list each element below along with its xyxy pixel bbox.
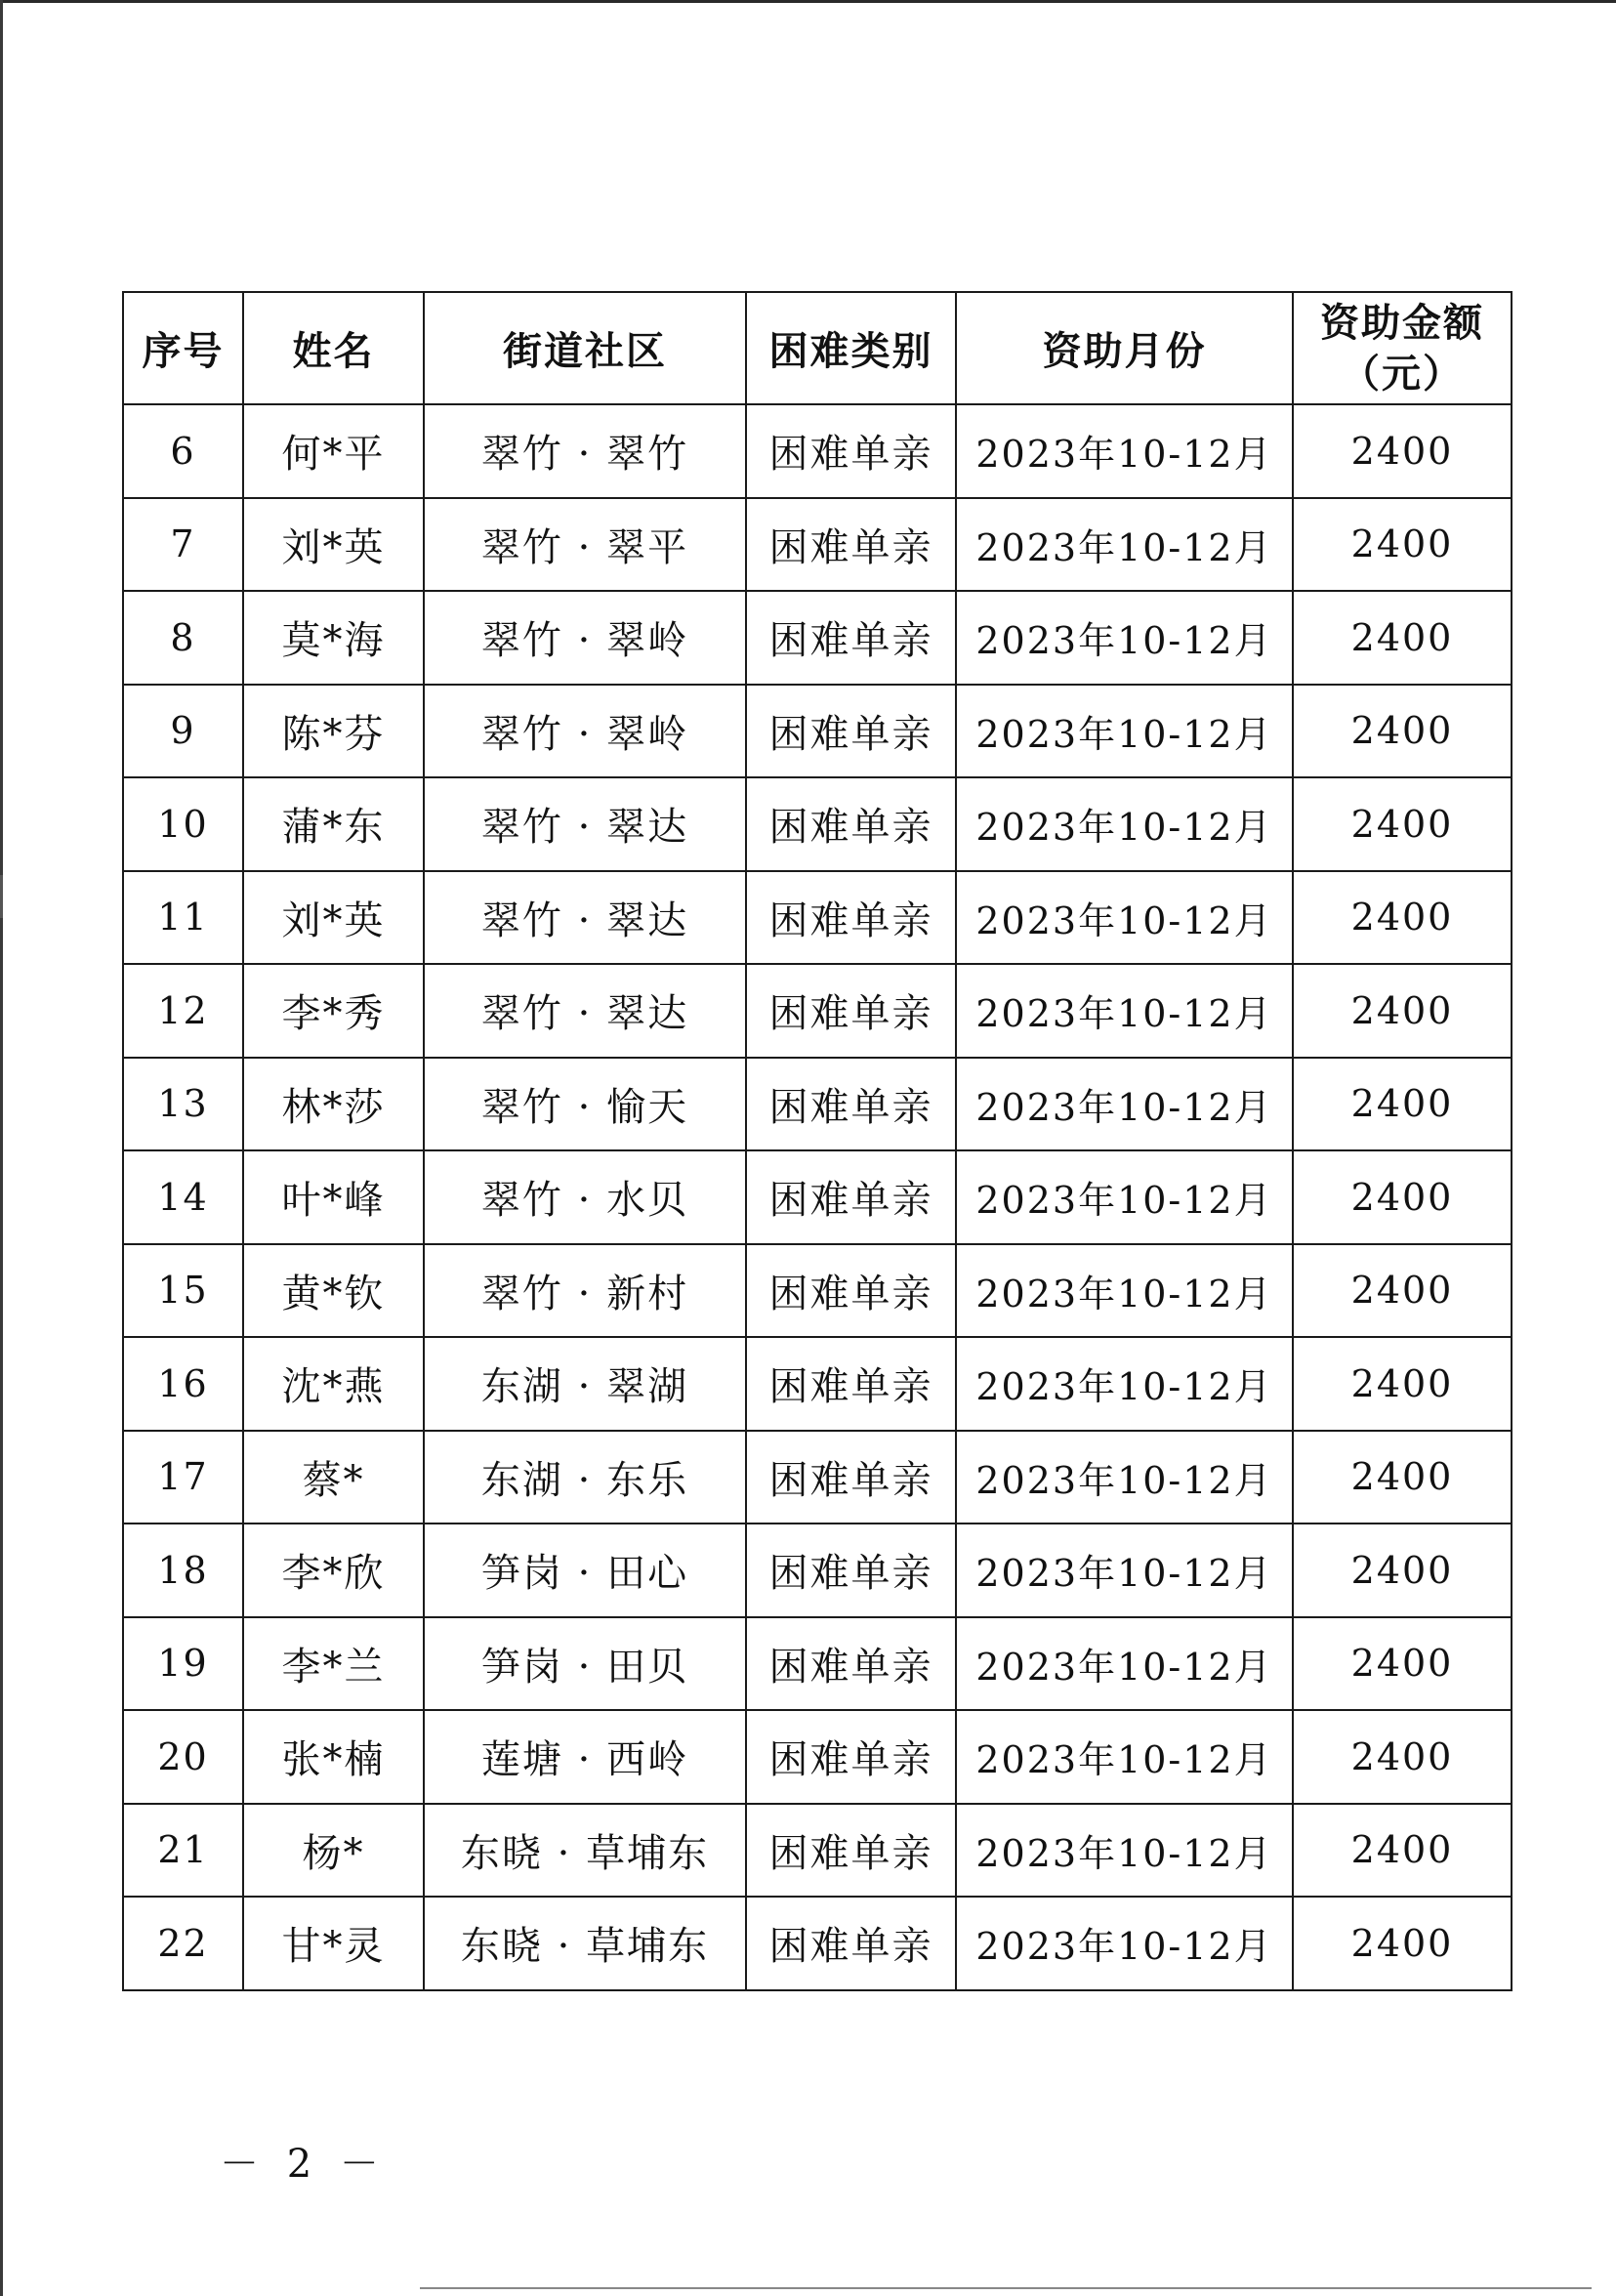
cell-category: 困难单亲: [746, 1617, 956, 1711]
cell-month: 2023年10-12月: [956, 871, 1293, 965]
cell-community: 东湖 · 东乐: [424, 1431, 746, 1524]
scan-mark: [0, 875, 3, 918]
cell-amount: 2400: [1293, 591, 1512, 685]
cell-serial: 6: [123, 404, 243, 498]
cell-community: 翠竹 · 翠达: [424, 871, 746, 965]
subsidy-table-container: [122, 291, 1511, 1991]
cell-community: 翠竹 · 翠达: [424, 964, 746, 1058]
table-row: [123, 1337, 1512, 1431]
header-name: 姓名: [243, 292, 424, 404]
cell-month: 2023年10-12月: [956, 964, 1293, 1058]
cell-community: 翠竹 · 翠岭: [424, 685, 746, 778]
cell-community: 翠竹 · 翠竹: [424, 404, 746, 498]
cell-serial: 12: [123, 964, 243, 1058]
cell-serial: 8: [123, 591, 243, 685]
cell-serial: 21: [123, 1804, 243, 1898]
cell-name: 张*楠: [243, 1710, 424, 1804]
cell-amount: 2400: [1293, 871, 1512, 965]
cell-name: 蒲*东: [243, 777, 424, 871]
cell-month: 2023年10-12月: [956, 1058, 1293, 1151]
cell-community: 翠竹 · 翠达: [424, 777, 746, 871]
cell-name: 叶*峰: [243, 1150, 424, 1244]
page-edge-top: [0, 0, 1616, 3]
table-header-row: [123, 292, 1512, 404]
cell-name: 李*秀: [243, 964, 424, 1058]
cell-month: 2023年10-12月: [956, 1244, 1293, 1338]
cell-amount: 2400: [1293, 1337, 1512, 1431]
cell-amount: 2400: [1293, 1524, 1512, 1617]
cell-name: 甘*灵: [243, 1897, 424, 1990]
cell-month: 2023年10-12月: [956, 1617, 1293, 1711]
cell-category: 困难单亲: [746, 777, 956, 871]
cell-month: 2023年10-12月: [956, 777, 1293, 871]
cell-community: 笋岗 · 田心: [424, 1524, 746, 1617]
table-row: [123, 1804, 1512, 1898]
cell-serial: 13: [123, 1058, 243, 1151]
header-amount-label: 资助金额: [1320, 299, 1484, 346]
header-amount: [1293, 292, 1512, 404]
cell-amount: 2400: [1293, 1244, 1512, 1338]
table-row: [123, 498, 1512, 592]
cell-month: 2023年10-12月: [956, 685, 1293, 778]
table-row: [123, 1524, 1512, 1617]
cell-serial: 7: [123, 498, 243, 592]
cell-month: 2023年10-12月: [956, 1804, 1293, 1898]
cell-amount: 2400: [1293, 1710, 1512, 1804]
cell-community: 翠竹 · 愉天: [424, 1058, 746, 1151]
cell-serial: 22: [123, 1897, 243, 1990]
cell-amount: 2400: [1293, 498, 1512, 592]
header-category: 困难类别: [746, 292, 956, 404]
cell-month: 2023年10-12月: [956, 1337, 1293, 1431]
table-row: [123, 964, 1512, 1058]
cell-amount: 2400: [1293, 964, 1512, 1058]
table-row: [123, 1897, 1512, 1990]
cell-serial: 17: [123, 1431, 243, 1524]
cell-month: 2023年10-12月: [956, 1897, 1293, 1990]
subsidy-table: [122, 291, 1512, 1991]
cell-community: 东晓 · 草埔东: [424, 1804, 746, 1898]
table-row: [123, 1058, 1512, 1151]
cell-month: 2023年10-12月: [956, 1524, 1293, 1617]
cell-community: 笋岗 · 田贝: [424, 1617, 746, 1711]
table-row: [123, 1431, 1512, 1524]
table-row: [123, 1710, 1512, 1804]
cell-community: 东晓 · 草埔东: [424, 1897, 746, 1990]
cell-amount: 2400: [1293, 1150, 1512, 1244]
cell-serial: 11: [123, 871, 243, 965]
cell-serial: 15: [123, 1244, 243, 1338]
cell-name: 何*平: [243, 404, 424, 498]
cell-serial: 19: [123, 1617, 243, 1711]
cell-name: 李*兰: [243, 1617, 424, 1711]
cell-community: 莲塘 · 西岭: [424, 1710, 746, 1804]
page-bottom-edge: [420, 2287, 1592, 2289]
cell-amount: 2400: [1293, 777, 1512, 871]
cell-serial: 14: [123, 1150, 243, 1244]
cell-month: 2023年10-12月: [956, 404, 1293, 498]
cell-category: 困难单亲: [746, 1710, 956, 1804]
table-row: [123, 871, 1512, 965]
cell-category: 困难单亲: [746, 404, 956, 498]
cell-category: 困难单亲: [746, 871, 956, 965]
cell-category: 困难单亲: [746, 1897, 956, 1990]
cell-name: 陈*芬: [243, 685, 424, 778]
cell-name: 林*莎: [243, 1058, 424, 1151]
cell-month: 2023年10-12月: [956, 1710, 1293, 1804]
cell-category: 困难单亲: [746, 1150, 956, 1244]
cell-month: 2023年10-12月: [956, 591, 1293, 685]
page-number: － 2 －: [220, 2142, 387, 2187]
cell-name: 沈*燕: [243, 1337, 424, 1431]
cell-name: 蔡*: [243, 1431, 424, 1524]
cell-name: 黄*钦: [243, 1244, 424, 1338]
cell-category: 困难单亲: [746, 685, 956, 778]
table-row: [123, 591, 1512, 685]
cell-category: 困难单亲: [746, 1524, 956, 1617]
cell-category: 困难单亲: [746, 964, 956, 1058]
cell-amount: 2400: [1293, 1431, 1512, 1524]
cell-category: 困难单亲: [746, 1058, 956, 1151]
cell-category: 困难单亲: [746, 591, 956, 685]
cell-serial: 20: [123, 1710, 243, 1804]
cell-amount: 2400: [1293, 404, 1512, 498]
cell-category: 困难单亲: [746, 1337, 956, 1431]
table-row: [123, 777, 1512, 871]
cell-month: 2023年10-12月: [956, 498, 1293, 592]
table-row: [123, 1617, 1512, 1711]
cell-name: 刘*英: [243, 498, 424, 592]
header-serial: 序号: [123, 292, 243, 404]
cell-community: 翠竹 · 水贝: [424, 1150, 746, 1244]
cell-serial: 16: [123, 1337, 243, 1431]
cell-category: 困难单亲: [746, 1804, 956, 1898]
cell-amount: 2400: [1293, 1617, 1512, 1711]
cell-community: 翠竹 · 新村: [424, 1244, 746, 1338]
header-amount-unit: （元）: [1341, 350, 1464, 397]
cell-month: 2023年10-12月: [956, 1150, 1293, 1244]
cell-month: 2023年10-12月: [956, 1431, 1293, 1524]
cell-amount: 2400: [1293, 1804, 1512, 1898]
cell-serial: 9: [123, 685, 243, 778]
cell-amount: 2400: [1293, 685, 1512, 778]
cell-amount: 2400: [1293, 1058, 1512, 1151]
cell-community: 翠竹 · 翠平: [424, 498, 746, 592]
cell-serial: 18: [123, 1524, 243, 1617]
cell-category: 困难单亲: [746, 498, 956, 592]
page-edge-left: [0, 0, 3, 2296]
cell-community: 翠竹 · 翠岭: [424, 591, 746, 685]
cell-category: 困难单亲: [746, 1431, 956, 1524]
cell-amount: 2400: [1293, 1897, 1512, 1990]
cell-serial: 10: [123, 777, 243, 871]
header-community: 街道社区: [424, 292, 746, 404]
table-row: [123, 1244, 1512, 1338]
table-row: [123, 685, 1512, 778]
cell-name: 李*欣: [243, 1524, 424, 1617]
cell-name: 杨*: [243, 1804, 424, 1898]
cell-category: 困难单亲: [746, 1244, 956, 1338]
table-row: [123, 404, 1512, 498]
cell-community: 东湖 · 翠湖: [424, 1337, 746, 1431]
table-row: [123, 1150, 1512, 1244]
table-body: [123, 404, 1512, 1990]
header-month: 资助月份: [956, 292, 1293, 404]
cell-name: 莫*海: [243, 591, 424, 685]
cell-name: 刘*英: [243, 871, 424, 965]
